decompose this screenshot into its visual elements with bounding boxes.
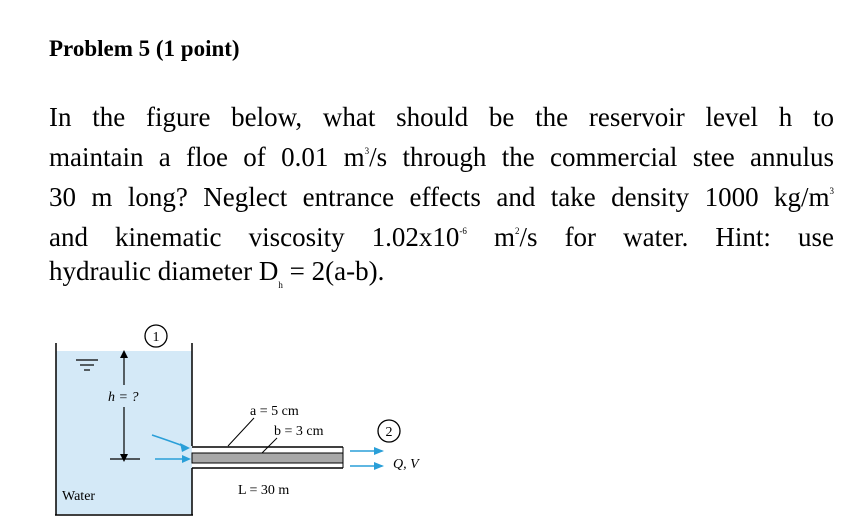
- inner-rod: [192, 453, 343, 463]
- text-run: hydraulic diameter D: [49, 256, 279, 286]
- problem-title: Problem 5 (1 point): [49, 36, 240, 61]
- point-2-label: 2: [385, 425, 393, 440]
- a-label: a = 5 cm: [250, 404, 299, 419]
- outflow-arrows: [350, 451, 376, 466]
- outflow-arrowhead-1: [374, 447, 384, 455]
- point-1-label: 1: [152, 330, 160, 345]
- text-run: m: [466, 222, 515, 252]
- length-label: L = 30 m: [238, 483, 290, 498]
- text-run: /s through the commercial stee annulus: [369, 142, 834, 172]
- text-run: In the figure below, what should be the reservoir level h to: [49, 102, 834, 132]
- text-run: = 2(a-b).: [282, 256, 385, 286]
- text-run: /s for water. Hint: use: [519, 222, 834, 252]
- outflow-arrowhead-2: [374, 462, 384, 470]
- h-label: h = ?: [108, 390, 139, 405]
- superscript: -6: [459, 226, 467, 236]
- superscript: 3: [829, 186, 834, 196]
- flow-label: Q, V: [393, 457, 419, 472]
- text-run: 30 m long? Neglect entrance effects and take density 1000 kg/m: [49, 182, 830, 212]
- superscript: 2: [514, 226, 520, 236]
- text-run: maintain a floe of 0.01 m: [49, 142, 365, 172]
- annulus-pipe: [192, 447, 343, 468]
- superscript: 3: [364, 146, 370, 156]
- subscript: h: [278, 280, 283, 290]
- b-label: b = 3 cm: [274, 424, 324, 439]
- text-run: and kinematic viscosity 1.02x10: [49, 222, 460, 252]
- water-label: Water: [62, 489, 96, 504]
